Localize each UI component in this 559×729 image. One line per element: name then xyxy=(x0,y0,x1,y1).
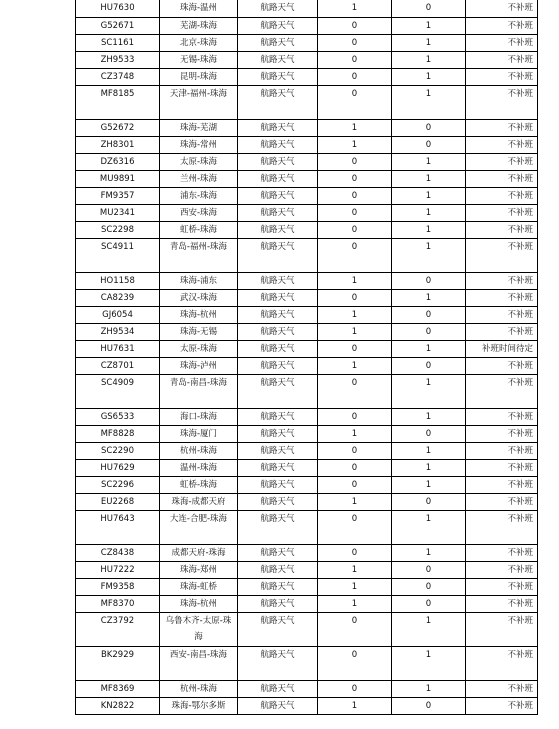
status-cell: 不补班 xyxy=(466,136,538,153)
flight-number-cell: CZ8701 xyxy=(76,357,160,374)
table-body xyxy=(76,0,538,714)
route-cell: 珠海-虹桥 xyxy=(160,578,238,595)
route-cell: 西安-南昌-珠海 xyxy=(160,646,238,680)
route-cell: 青岛-南昌-珠海 xyxy=(160,374,238,408)
route-cell: 珠海-成都天府 xyxy=(160,493,238,510)
route-cell: 青岛-福州-珠海 xyxy=(160,238,238,272)
flight-number-cell: ZH9534 xyxy=(76,323,160,340)
count-b-cell: 1 xyxy=(392,442,466,459)
route-cell: 珠海-厦门 xyxy=(160,425,238,442)
count-b-cell: 1 xyxy=(392,221,466,238)
count-b-cell: 1 xyxy=(392,544,466,561)
flight-number-cell: HO1158 xyxy=(76,272,160,289)
status-cell: 不补班 xyxy=(466,221,538,238)
status-cell: 不补班 xyxy=(466,357,538,374)
status-cell: 不补班 xyxy=(466,697,538,714)
status-cell: 不补班 xyxy=(466,510,538,544)
status-cell: 不补班 xyxy=(466,680,538,697)
count-b-cell: 1 xyxy=(392,289,466,306)
reason-cell: 航路天气 xyxy=(238,85,318,119)
route-cell: 虹桥-珠海 xyxy=(160,221,238,238)
count-a-cell: 0 xyxy=(318,459,392,476)
reason-cell: 航路天气 xyxy=(238,289,318,306)
route-cell: 成都天府-珠海 xyxy=(160,544,238,561)
count-a-cell: 1 xyxy=(318,119,392,136)
count-a-cell: 0 xyxy=(318,476,392,493)
count-b-cell: 1 xyxy=(392,187,466,204)
count-b-cell: 1 xyxy=(392,51,466,68)
count-b-cell: 0 xyxy=(392,136,466,153)
route-cell: 太原-珠海 xyxy=(160,340,238,357)
flight-number-cell: EU2268 xyxy=(76,493,160,510)
flight-number-cell: CA8239 xyxy=(76,289,160,306)
count-a-cell: 1 xyxy=(318,357,392,374)
reason-cell: 航路天气 xyxy=(238,17,318,34)
flight-number-cell: DZ6316 xyxy=(76,153,160,170)
route-cell: 无锡-珠海 xyxy=(160,51,238,68)
count-a-cell: 1 xyxy=(318,136,392,153)
flight-number-cell: GS6533 xyxy=(76,408,160,425)
reason-cell: 航路天气 xyxy=(238,459,318,476)
route-cell: 海口-珠海 xyxy=(160,408,238,425)
table-row xyxy=(76,221,538,238)
status-cell: 不补班 xyxy=(466,272,538,289)
flight-number-cell: MU2341 xyxy=(76,204,160,221)
table-row xyxy=(76,323,538,340)
status-cell: 补班时间待定 xyxy=(466,340,538,357)
flight-number-cell: GJ6054 xyxy=(76,306,160,323)
reason-cell: 航路天气 xyxy=(238,476,318,493)
reason-cell: 航路天气 xyxy=(238,646,318,680)
table-row xyxy=(76,85,538,119)
route-cell: 武汉-珠海 xyxy=(160,289,238,306)
flight-number-cell: FM9357 xyxy=(76,187,160,204)
route-cell: 杭州-珠海 xyxy=(160,442,238,459)
flight-number-cell: SC4911 xyxy=(76,238,160,272)
flight-number-cell: ZH8301 xyxy=(76,136,160,153)
table-row xyxy=(76,374,538,408)
route-cell: 太原-珠海 xyxy=(160,153,238,170)
flight-number-cell: BK2929 xyxy=(76,646,160,680)
flight-number-cell: MF8369 xyxy=(76,680,160,697)
status-cell: 不补班 xyxy=(466,578,538,595)
table-row xyxy=(76,153,538,170)
count-a-cell: 1 xyxy=(318,306,392,323)
reason-cell: 航路天气 xyxy=(238,425,318,442)
reason-cell: 航路天气 xyxy=(238,136,318,153)
table-row xyxy=(76,68,538,85)
count-a-cell: 0 xyxy=(318,17,392,34)
flight-number-cell: SC2290 xyxy=(76,442,160,459)
status-cell: 不补班 xyxy=(466,323,538,340)
reason-cell: 航路天气 xyxy=(238,187,318,204)
count-a-cell: 0 xyxy=(318,68,392,85)
flight-number-cell: ZH9533 xyxy=(76,51,160,68)
table-row xyxy=(76,272,538,289)
count-a-cell: 1 xyxy=(318,493,392,510)
table-row xyxy=(76,408,538,425)
status-cell: 不补班 xyxy=(466,68,538,85)
status-cell: 不补班 xyxy=(466,17,538,34)
reason-cell: 航路天气 xyxy=(238,561,318,578)
count-b-cell: 1 xyxy=(392,646,466,680)
reason-cell: 航路天气 xyxy=(238,357,318,374)
flight-number-cell: FM9358 xyxy=(76,578,160,595)
count-a-cell: 1 xyxy=(318,0,392,17)
reason-cell: 航路天气 xyxy=(238,442,318,459)
route-cell: 西安-珠海 xyxy=(160,204,238,221)
count-a-cell: 0 xyxy=(318,238,392,272)
reason-cell: 航路天气 xyxy=(238,374,318,408)
count-b-cell: 1 xyxy=(392,612,466,646)
route-cell: 珠海-杭州 xyxy=(160,306,238,323)
count-b-cell: 1 xyxy=(392,680,466,697)
count-b-cell: 0 xyxy=(392,306,466,323)
status-cell: 不补班 xyxy=(466,408,538,425)
flight-number-cell: HU7629 xyxy=(76,459,160,476)
count-b-cell: 0 xyxy=(392,561,466,578)
count-a-cell: 0 xyxy=(318,374,392,408)
count-b-cell: 1 xyxy=(392,510,466,544)
status-cell: 不补班 xyxy=(466,442,538,459)
route-cell: 珠海-常州 xyxy=(160,136,238,153)
status-cell: 不补班 xyxy=(466,85,538,119)
flight-number-cell: SC1161 xyxy=(76,34,160,51)
route-cell: 珠海-郑州 xyxy=(160,561,238,578)
reason-cell: 航路天气 xyxy=(238,578,318,595)
table-row xyxy=(76,289,538,306)
status-cell: 不补班 xyxy=(466,561,538,578)
table-row xyxy=(76,510,538,544)
status-cell: 不补班 xyxy=(466,187,538,204)
status-cell: 不补班 xyxy=(466,204,538,221)
count-b-cell: 1 xyxy=(392,459,466,476)
flight-number-cell: KN2822 xyxy=(76,697,160,714)
count-a-cell: 0 xyxy=(318,85,392,119)
reason-cell: 航路天气 xyxy=(238,119,318,136)
count-b-cell: 1 xyxy=(392,374,466,408)
count-b-cell: 0 xyxy=(392,357,466,374)
reason-cell: 航路天气 xyxy=(238,340,318,357)
route-cell: 兰州-珠海 xyxy=(160,170,238,187)
count-a-cell: 1 xyxy=(318,272,392,289)
table-row xyxy=(76,306,538,323)
count-b-cell: 1 xyxy=(392,17,466,34)
table-row xyxy=(76,561,538,578)
route-cell: 温州-珠海 xyxy=(160,459,238,476)
count-a-cell: 1 xyxy=(318,323,392,340)
flight-number-cell: G52672 xyxy=(76,119,160,136)
status-cell: 不补班 xyxy=(466,238,538,272)
count-b-cell: 0 xyxy=(392,119,466,136)
table-row xyxy=(76,425,538,442)
status-cell: 不补班 xyxy=(466,459,538,476)
route-cell: 珠海-温州 xyxy=(160,0,238,17)
reason-cell: 航路天气 xyxy=(238,595,318,612)
count-b-cell: 1 xyxy=(392,170,466,187)
count-a-cell: 1 xyxy=(318,697,392,714)
table-row xyxy=(76,459,538,476)
flight-number-cell: HU7630 xyxy=(76,0,160,17)
status-cell: 不补班 xyxy=(466,0,538,17)
table-row xyxy=(76,357,538,374)
count-b-cell: 1 xyxy=(392,204,466,221)
count-b-cell: 1 xyxy=(392,34,466,51)
count-b-cell: 0 xyxy=(392,697,466,714)
count-b-cell: 0 xyxy=(392,595,466,612)
table-row xyxy=(76,612,538,646)
status-cell: 不补班 xyxy=(466,544,538,561)
count-a-cell: 0 xyxy=(318,187,392,204)
status-cell: 不补班 xyxy=(466,493,538,510)
count-b-cell: 1 xyxy=(392,68,466,85)
reason-cell: 航路天气 xyxy=(238,680,318,697)
table-row xyxy=(76,34,538,51)
table-row xyxy=(76,578,538,595)
flight-number-cell: CZ8438 xyxy=(76,544,160,561)
count-a-cell: 0 xyxy=(318,221,392,238)
count-a-cell: 0 xyxy=(318,170,392,187)
reason-cell: 航路天气 xyxy=(238,204,318,221)
route-cell: 虹桥-珠海 xyxy=(160,476,238,493)
count-a-cell: 0 xyxy=(318,680,392,697)
count-b-cell: 1 xyxy=(392,85,466,119)
route-cell: 乌鲁木齐-太原-珠海 xyxy=(160,612,238,646)
reason-cell: 航路天气 xyxy=(238,0,318,17)
flight-number-cell: CZ3792 xyxy=(76,612,160,646)
count-a-cell: 1 xyxy=(318,595,392,612)
table-row xyxy=(76,697,538,714)
table-row xyxy=(76,187,538,204)
reason-cell: 航路天气 xyxy=(238,510,318,544)
count-a-cell: 0 xyxy=(318,646,392,680)
reason-cell: 航路天气 xyxy=(238,306,318,323)
count-b-cell: 0 xyxy=(392,493,466,510)
count-a-cell: 0 xyxy=(318,204,392,221)
table-row xyxy=(76,680,538,697)
status-cell: 不补班 xyxy=(466,306,538,323)
count-a-cell: 0 xyxy=(318,408,392,425)
route-cell: 北京-珠海 xyxy=(160,34,238,51)
count-b-cell: 1 xyxy=(392,153,466,170)
flight-number-cell: MF8828 xyxy=(76,425,160,442)
count-a-cell: 0 xyxy=(318,51,392,68)
route-cell: 芜湖-珠海 xyxy=(160,17,238,34)
flight-number-cell: SC2298 xyxy=(76,221,160,238)
count-b-cell: 0 xyxy=(392,425,466,442)
route-cell: 珠海-浦东 xyxy=(160,272,238,289)
route-cell: 浦东-珠海 xyxy=(160,187,238,204)
table-row xyxy=(76,442,538,459)
count-a-cell: 0 xyxy=(318,544,392,561)
status-cell: 不补班 xyxy=(466,289,538,306)
count-b-cell: 1 xyxy=(392,476,466,493)
table-row xyxy=(76,0,538,17)
status-cell: 不补班 xyxy=(466,119,538,136)
route-cell: 珠海-芜湖 xyxy=(160,119,238,136)
count-b-cell: 0 xyxy=(392,323,466,340)
count-a-cell: 0 xyxy=(318,510,392,544)
flight-number-cell: CZ3748 xyxy=(76,68,160,85)
count-a-cell: 1 xyxy=(318,578,392,595)
reason-cell: 航路天气 xyxy=(238,34,318,51)
count-b-cell: 0 xyxy=(392,578,466,595)
count-a-cell: 0 xyxy=(318,153,392,170)
flight-number-cell: HU7643 xyxy=(76,510,160,544)
reason-cell: 航路天气 xyxy=(238,408,318,425)
reason-cell: 航路天气 xyxy=(238,697,318,714)
count-a-cell: 0 xyxy=(318,612,392,646)
count-b-cell: 0 xyxy=(392,272,466,289)
status-cell: 不补班 xyxy=(466,646,538,680)
count-a-cell: 0 xyxy=(318,340,392,357)
table-row xyxy=(76,595,538,612)
reason-cell: 航路天气 xyxy=(238,170,318,187)
status-cell: 不补班 xyxy=(466,153,538,170)
flight-number-cell: MF8185 xyxy=(76,85,160,119)
flight-number-cell: SC4909 xyxy=(76,374,160,408)
table-row xyxy=(76,476,538,493)
count-a-cell: 1 xyxy=(318,425,392,442)
count-b-cell: 1 xyxy=(392,408,466,425)
count-a-cell: 0 xyxy=(318,34,392,51)
route-cell: 大连-合肥-珠海 xyxy=(160,510,238,544)
status-cell: 不补班 xyxy=(466,170,538,187)
flight-cancellation-table xyxy=(75,0,538,715)
route-cell: 昆明-珠海 xyxy=(160,68,238,85)
reason-cell: 航路天气 xyxy=(238,221,318,238)
reason-cell: 航路天气 xyxy=(238,238,318,272)
table-row xyxy=(76,170,538,187)
reason-cell: 航路天气 xyxy=(238,612,318,646)
reason-cell: 航路天气 xyxy=(238,493,318,510)
status-cell: 不补班 xyxy=(466,595,538,612)
table-row xyxy=(76,119,538,136)
status-cell: 不补班 xyxy=(466,51,538,68)
reason-cell: 航路天气 xyxy=(238,153,318,170)
flight-number-cell: G52671 xyxy=(76,17,160,34)
route-cell: 珠海-杭州 xyxy=(160,595,238,612)
reason-cell: 航路天气 xyxy=(238,272,318,289)
route-cell: 珠海-无锡 xyxy=(160,323,238,340)
reason-cell: 航路天气 xyxy=(238,68,318,85)
count-a-cell: 0 xyxy=(318,442,392,459)
count-b-cell: 1 xyxy=(392,238,466,272)
table-row xyxy=(76,136,538,153)
route-cell: 珠海-鄂尔多斯 xyxy=(160,697,238,714)
table-row xyxy=(76,17,538,34)
table-row xyxy=(76,340,538,357)
count-b-cell: 0 xyxy=(392,0,466,17)
count-b-cell: 1 xyxy=(392,340,466,357)
table-row xyxy=(76,544,538,561)
status-cell: 不补班 xyxy=(466,34,538,51)
status-cell: 不补班 xyxy=(466,476,538,493)
status-cell: 不补班 xyxy=(466,612,538,646)
flight-number-cell: HU7222 xyxy=(76,561,160,578)
table-row xyxy=(76,204,538,221)
status-cell: 不补班 xyxy=(466,374,538,408)
route-cell: 杭州-珠海 xyxy=(160,680,238,697)
flight-number-cell: MF8370 xyxy=(76,595,160,612)
flight-number-cell: SC2296 xyxy=(76,476,160,493)
flight-number-cell: HU7631 xyxy=(76,340,160,357)
table-row xyxy=(76,646,538,680)
count-a-cell: 0 xyxy=(318,289,392,306)
reason-cell: 航路天气 xyxy=(238,544,318,561)
table-row xyxy=(76,51,538,68)
reason-cell: 航路天气 xyxy=(238,51,318,68)
status-cell: 不补班 xyxy=(466,425,538,442)
table-row xyxy=(76,238,538,272)
route-cell: 天津-福州-珠海 xyxy=(160,85,238,119)
reason-cell: 航路天气 xyxy=(238,323,318,340)
count-a-cell: 1 xyxy=(318,561,392,578)
route-cell: 珠海-泸州 xyxy=(160,357,238,374)
table-row xyxy=(76,493,538,510)
flight-number-cell: MU9891 xyxy=(76,170,160,187)
